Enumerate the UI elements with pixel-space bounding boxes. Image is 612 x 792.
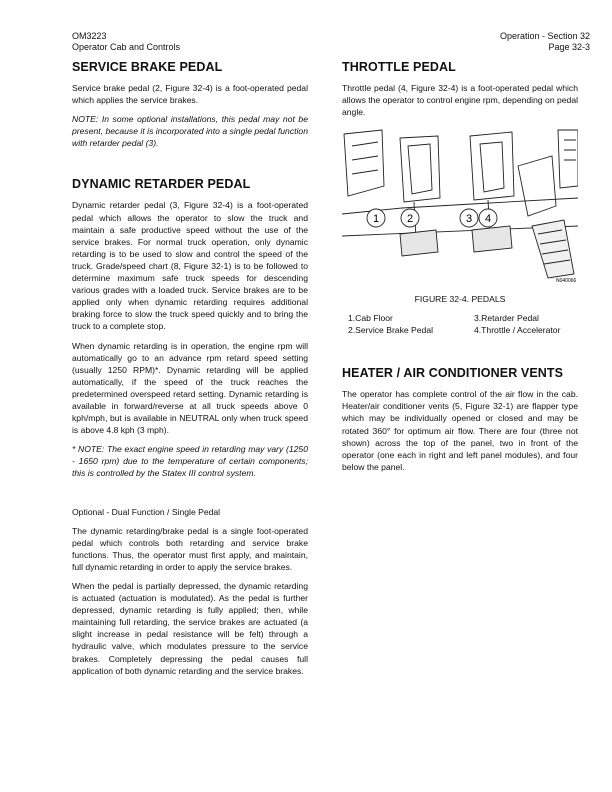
doc-id: OM3223 [72,31,107,41]
callout-1: 1 [372,213,380,226]
legend-item: 1.Cab Floor [348,313,393,324]
throttle-heading: THROTTLE PEDAL [342,60,456,74]
right-column [342,60,578,480]
service-brake-heading: SERVICE BRAKE PEDAL [72,60,223,74]
optional-text-1: The dynamic retarding/brake pedal is a single foot-operated pedal which controls both retarding and service brake functions. Thus, the operator must first apply, and maintain, full dynamic retarding in order to apply the service brakes. [72,525,308,572]
doc-subtitle: Operator Cab and Controls [72,42,181,52]
dynamic-retarder-heading: DYNAMIC RETARDER PEDAL [72,177,251,192]
optional-text-2: When the pedal is partially depressed, the dynamic retarding is actuated (actuation is modulated). As the pedal is further depressed, dynamic retarding is fully applied; then, while maintaining full retarding, the service brakes are actuated (a slight increase in pedal resistance will be felt) through a hydraulic valve, which modulates pressure to the service brakes. Completely depressing the pedal causes full application of both dynamic retarding and the service brakes. [72,581,308,676]
dynamic-retarder-text-2: When dynamic retarding is in operation, the engine rpm will automatically go to an advance rpm retard speed setting (usually 1250 RPM)*. Dynamic retarding will be applied automatically, if the speed of the truck reaches the predetermined overspeed retard setting. Dynamic retarding is available in forward/reverse at all truck speeds above 0 kph/mph, but is available in NEUTRAL only when truck speed is above 4.8 kph (3 mph). [72,340,308,436]
legend-item: 3.Retarder Pedal [474,313,539,324]
callout-3: 3 [465,213,473,226]
section-label: Operation - Section 32 [499,31,590,41]
figure-legend [348,312,578,336]
service-brake-note: NOTE: In some optional installations, this pedal may not be present, because it is incorporated into a single pedal function with retarder pedal (3). [72,114,308,149]
header-left [72,31,180,53]
dynamic-retarder-note: * NOTE: The exact engine speed in retarding may vary (1250 - 1650 rpm) due to the temperature of certain components; this is controlled by the Statex III control system. [72,444,308,479]
callout-4: 4 [484,213,492,226]
pedals-figure [342,126,578,284]
figure-caption: FIGURE 32-4. PEDALS [414,294,506,305]
legend-item: 4.Throttle / Accelerator [474,325,561,336]
left-column [72,60,308,684]
header-right [500,31,590,53]
legend-item: 2.Service Brake Pedal [348,325,434,336]
heater-heading: HEATER / AIR CONDITIONER VENTS [342,366,564,381]
heater-text: The operator has complete control of the air flow in the cab. Heater/air conditioner vents (5, Figure 32-1) are flapper type which may be individually opened or closed and may be rotated 360° for optimum air flow. There are four (three not shown) across the top of the panel, two in front of the operator (one each in right and left panel modules), and four below the panel. [342,389,578,472]
throttle-text: Throttle pedal (4, Figure 32-4) is a foot-operated pedal which allows the operator to control engine rpm, depending on pedal angle. [342,83,579,118]
dynamic-retarder-text-1: Dynamic retarder pedal (3, Figure 32-4) is a foot-operated pedal which allows the operator to slow the truck and maintain a safe productive speed without the use of the service brakes. For normal truck operation, only dynamic retarding is to be used to slow and control the speed of the truck. Grade/speed chart (8, Figure 32-1) is to be followed to determine maximum safe truck speeds for descending various grades with a loaded truck. Service brakes are to be applied only when dynamic retarding requires additional braking force to slow the truck speed quickly and to bring the truck to a complete stop. [72,200,308,332]
page-number: Page 32-3 [548,42,590,52]
pedals-illustration [342,126,578,284]
figure-code: N040066 [556,278,577,285]
service-brake-text: Service brake pedal (2, Figure 32-4) is a foot-operated pedal which applies the service brakes. [72,83,308,106]
callout-2: 2 [406,213,414,226]
optional-subtitle: Optional - Dual Function / Single Pedal [72,506,221,517]
